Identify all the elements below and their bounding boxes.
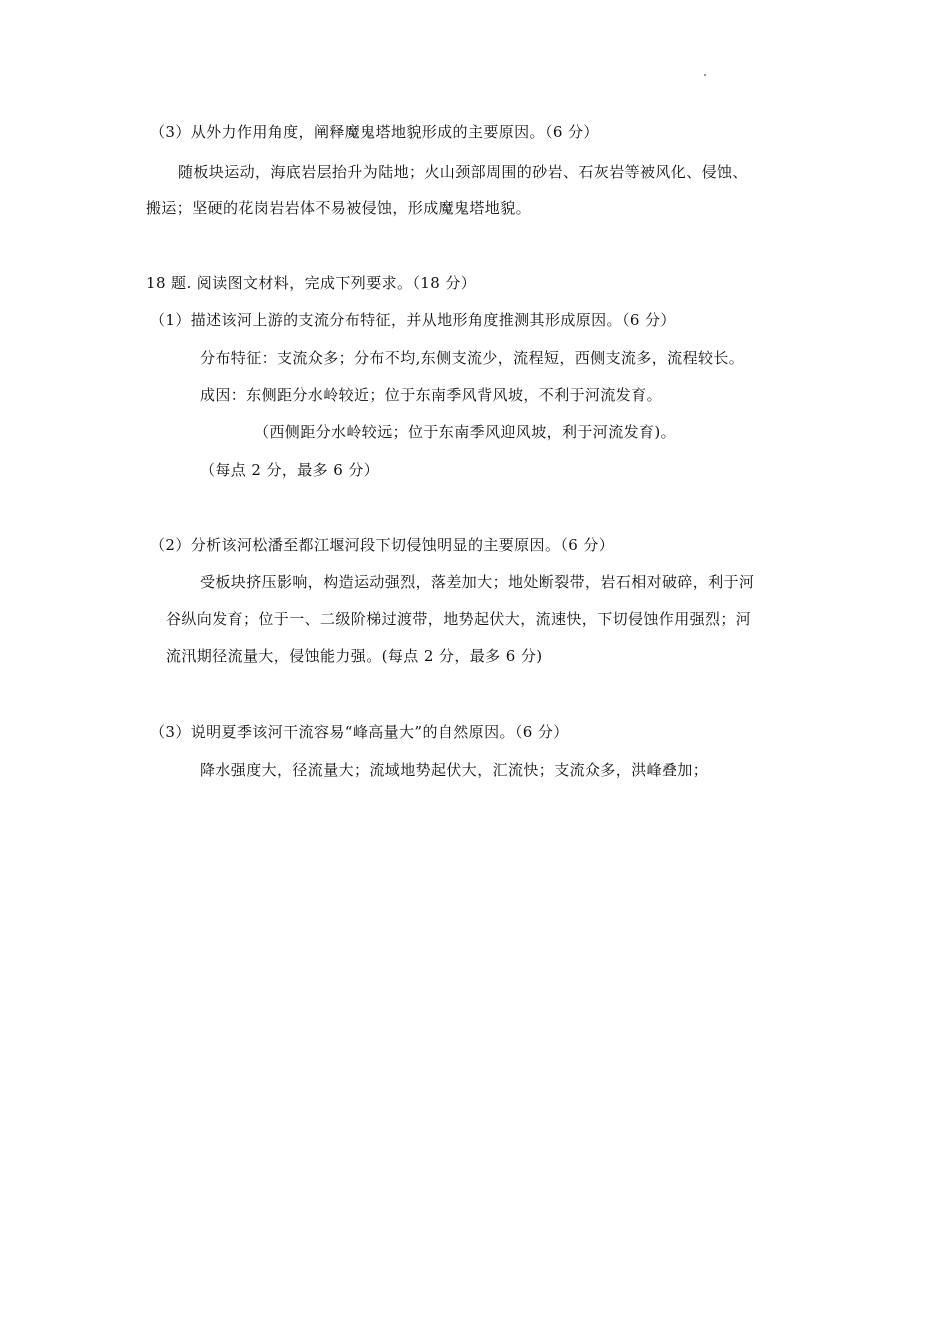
- q18-sub2-answer-line1: 受板块挤压影响，构造运动强烈，落差加大；地处断裂带，岩石相对破碎，利于河: [200, 573, 755, 591]
- q18-sub1-feature: 分布特征：支流众多；分布不均,东侧支流少，流程短，西侧支流多，流程较长。: [200, 349, 745, 367]
- q18-sub1-scoring: （每点 2 分，最多 6 分）: [200, 461, 380, 479]
- q17-sub3-answer-line2: 搬运；坚硬的花岗岩岩体不易被侵蚀，形成魔鬼塔地貌。: [146, 199, 532, 217]
- q18-sub3-question: （3）说明夏季该河干流容易“峰高量大”的自然原因。（6 分）: [150, 723, 569, 741]
- q18-sub1-cause-alt: （西侧距分水岭较远；位于东南季风迎风坡，利于河流发育)。: [254, 423, 677, 441]
- q18-title: 18 题. 阅读图文材料，完成下列要求。（18 分）: [146, 274, 477, 292]
- q17-sub3-question: （3）从外力作用角度，阐释魔鬼塔地貌形成的主要原因。（6 分）: [150, 123, 599, 141]
- q18-sub2-question: （2）分析该河松潘至都江堰河段下切侵蚀明显的主要原因。（6 分）: [150, 536, 615, 554]
- q18-sub3-answer: 降水强度大，径流量大；流域地势起伏大，汇流快；支流众多，洪峰叠加；: [200, 761, 709, 779]
- q18-sub2-answer-line2: 谷纵向发育；位于一、二级阶梯过渡带，地势起伏大，流速快，下切侵蚀作用强烈；河: [166, 610, 752, 628]
- q17-sub3-answer-line1: 随板块运动，海底岩层抬升为陆地；火山颈部周围的砂岩、石灰岩等被风化、侵蚀、: [178, 163, 748, 181]
- q18-sub2-answer-line3: 流汛期径流量大，侵蚀能力强。(每点 2 分，最多 6 分): [166, 647, 543, 665]
- q18-sub1-cause: 成因：东侧距分水岭较近；位于东南季风背风坡，不利于河流发育。: [200, 386, 663, 404]
- scan-dot: [704, 74, 706, 76]
- q18-sub1-question: （1）描述该河上游的支流分布特征，并从地形角度推测其形成原因。（6 分）: [150, 311, 676, 329]
